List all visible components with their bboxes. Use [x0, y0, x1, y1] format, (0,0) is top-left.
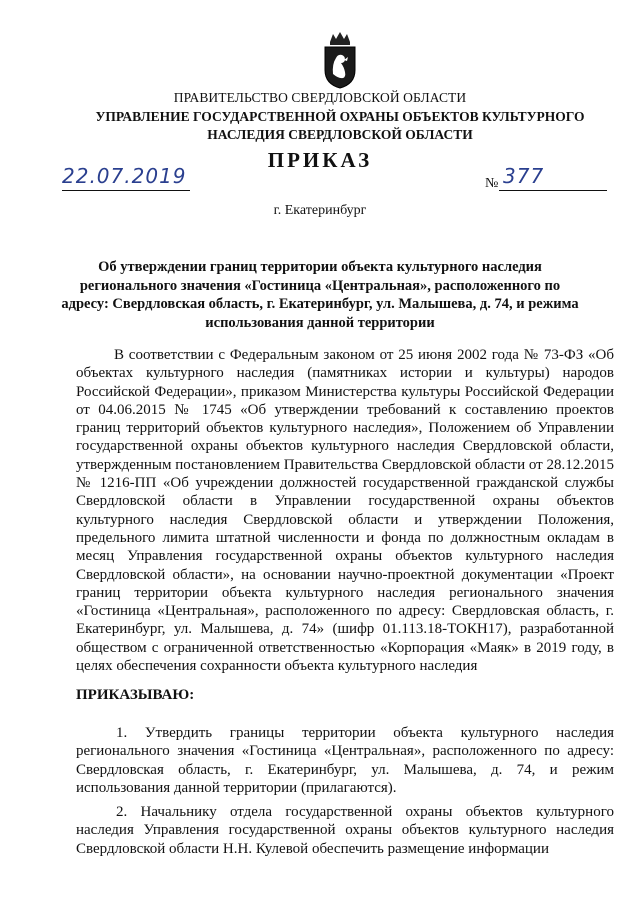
list-item: 2. Начальнику отдела государственной охраны объектов культурного наследия Управления государственной охраны объектов культурного наследия Свердловской области Н.Н. Кулевой обеспечить размещение информации — [76, 804, 614, 857]
department-name: УПРАВЛЕНИЕ ГОСУДАРСТВЕННОЙ ОХРАНЫ ОБЪЕКТОВ КУЛЬТУРНОГО НАСЛЕДИЯ СВЕРДЛОВСКОЙ ОБЛАСТИ — [95, 109, 585, 142]
list-item: 1. Утвердить границы территории объекта культурного наследия регионального значения «Гостиница «Центральная», расположенного по адресу: Свердловская область, г. Екатеринбург, ул. Малышева, д. 74, и режим использования данной территории (прилагаются). — [76, 725, 614, 796]
handwritten-date: 22.07.2019 — [62, 164, 187, 188]
order-word: ПРИКАЗЫВАЮ: — [76, 687, 195, 703]
number-line — [499, 166, 607, 191]
coat-of-arms-icon — [323, 30, 357, 90]
items-list — [76, 724, 614, 864]
date-line — [62, 166, 190, 191]
city: г. Екатеринбург — [273, 203, 367, 218]
document-type: ПРИКАЗ — [267, 148, 373, 172]
preamble-block — [76, 346, 614, 675]
handwritten-number: 377 — [503, 164, 545, 188]
number-label: № — [485, 176, 499, 191]
document-subject: Об утверждении границ территории объекта культурного наследия регионального значения «Гостиница «Центральная», расположенного по адресу: Свердловская область, г. Екатеринбург, ул. Малышева, д. 74, и режима использования данной территории — [61, 259, 579, 331]
government-name: ПРАВИТЕЛЬСТВО СВЕРДЛОВСКОЙ ОБЛАСТИ — [173, 90, 467, 105]
preamble-text: В соответствии с Федеральным законом от 25 июня 2002 года № 73-ФЗ «Об объектах культурного наследия (памятниках истории и культуры) народов Российской Федерации», приказом Министерства культуры Российской Федерации от 04.06.2015 № 1745 «Об утверждении требований к составлению проектов границ территорий объектов культурного наследия», Положением об Управлении государственной охраны объектов культурного наследия Свердловской области, утвержденным постановлением Правительства Свердловской области от 28.12.2015 № 1216-ПП «Об учреждении должностей государственной гражданской службы Свердловской области в Управлении государственной охраны объектов культурного наследия Свердловской области и утверждении Положения, предельного лимита штатной численности и фонда по должностным окладам в месяц Управления государственной охраны объектов культурного наследия Свердловской области», на основании научно-проектной документации «Проект границ территории объекта культурного наследия регионального значения «Гостиница «Центральная», расположенного по адресу: Свердловская область, г. Екатеринбург, ул. Малышева, д. 74» (шифр 01.113.18-ТОКН17), разработанной обществом с ограниченной ответственностью «Корпорация «Маяк» в 2019 году, в целях обеспечения сохранности объекта культурного наследия — [76, 347, 614, 675]
